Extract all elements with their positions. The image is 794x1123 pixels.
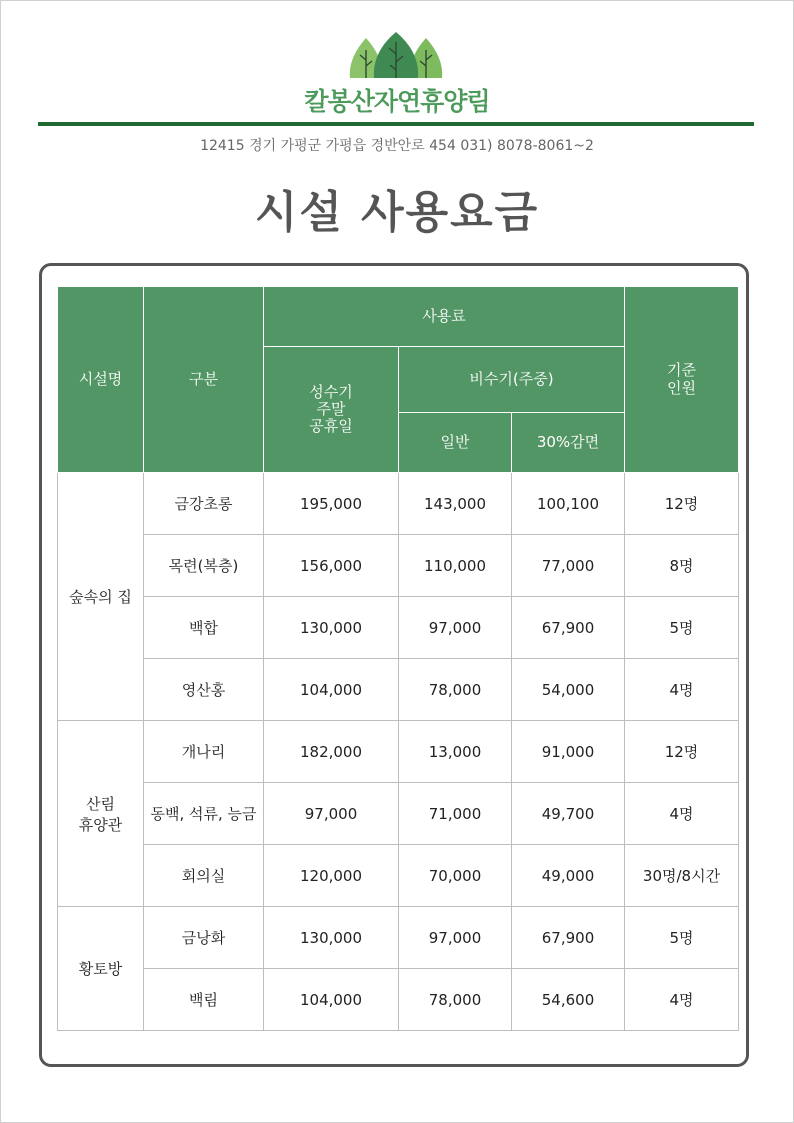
normal-fee-cell: 13,000 [399,721,512,783]
capacity-cell: 4명 [625,659,739,721]
peak-fee-cell: 182,000 [264,721,399,783]
normal-fee-cell: 110,000 [399,535,512,597]
room-name-cell: 금낭화 [144,907,264,969]
room-name-cell: 동백, 석류, 능금 [144,783,264,845]
header-discount: 30%감면 [512,413,625,473]
peak-fee-cell: 104,000 [264,969,399,1031]
brand-name: 칼봉산자연휴양림 [304,87,490,116]
peak-fee-cell: 130,000 [264,907,399,969]
peak-fee-cell: 120,000 [264,845,399,907]
normal-fee-cell: 70,000 [399,845,512,907]
table-row [58,535,739,597]
header-peak-line1: 성수기 [309,382,353,401]
fee-table [57,286,739,1031]
capacity-cell: 5명 [625,907,739,969]
room-name-cell: 백합 [144,597,264,659]
header-peak-line3: 공휴일 [309,417,353,436]
normal-fee-cell: 71,000 [399,783,512,845]
peak-fee-cell: 97,000 [264,783,399,845]
room-name-cell: 목련(복층) [144,535,264,597]
peak-fee-cell: 195,000 [264,473,399,535]
table-row [58,659,739,721]
room-name-cell: 회의실 [144,845,264,907]
capacity-cell: 12명 [625,721,739,783]
discount-fee-cell: 67,900 [512,907,625,969]
header-capacity-line2: 인원 [667,378,696,397]
table-row [58,845,739,907]
normal-fee-cell: 97,000 [399,597,512,659]
table-row [58,721,739,783]
fee-table-body [58,473,739,1031]
facility-name-cell [58,721,144,907]
header-offpeak: 비수기(주중) [399,347,625,413]
normal-fee-cell: 97,000 [399,907,512,969]
discount-fee-cell: 49,000 [512,845,625,907]
header-capacity [625,287,739,473]
header-row-1 [58,287,739,347]
room-name-cell: 금강초롱 [144,473,264,535]
room-name-cell: 영산홍 [144,659,264,721]
facility-name-cell [58,473,144,721]
normal-fee-cell: 143,000 [399,473,512,535]
capacity-cell: 4명 [625,783,739,845]
header-peak [264,347,399,473]
capacity-cell: 4명 [625,969,739,1031]
capacity-cell: 8명 [625,535,739,597]
header-capacity-line1: 기준 [667,361,696,380]
facility-name-line2: 휴양관 [78,815,123,834]
discount-fee-cell: 67,900 [512,597,625,659]
table-row [58,969,739,1031]
discount-fee-cell: 49,700 [512,783,625,845]
capacity-cell: 12명 [625,473,739,535]
table-row [58,473,739,535]
header-divider [38,122,754,126]
header-facility: 시설명 [58,287,144,473]
header-normal: 일반 [399,413,512,473]
table-row [58,783,739,845]
peak-fee-cell: 104,000 [264,659,399,721]
three-trees-logo-icon [346,30,446,82]
header-peak-line2: 주말 [316,399,346,418]
page-title: 시설 사용요금 [254,187,540,238]
peak-fee-cell: 130,000 [264,597,399,659]
discount-fee-cell: 54,600 [512,969,625,1031]
discount-fee-cell: 54,000 [512,659,625,721]
facility-name-line1: 산림 [86,794,115,813]
room-name-cell: 백림 [144,969,264,1031]
facility-name-line1: 숲속의 집 [69,588,132,606]
facility-name-line1: 황토방 [78,960,123,978]
normal-fee-cell: 78,000 [399,659,512,721]
peak-fee-cell: 156,000 [264,535,399,597]
header-fee: 사용료 [264,287,625,347]
normal-fee-cell: 78,000 [399,969,512,1031]
room-name-cell: 개나리 [144,721,264,783]
capacity-cell: 5명 [625,597,739,659]
table-row [58,907,739,969]
discount-fee-cell: 100,100 [512,473,625,535]
discount-fee-cell: 91,000 [512,721,625,783]
facility-name-cell [58,907,144,1031]
table-row [58,597,739,659]
header-category: 구분 [144,287,264,473]
discount-fee-cell: 77,000 [512,535,625,597]
address-line: 12415 경기 가평군 가평읍 경반안로 454 031) 8078-8061~2 [200,138,594,154]
capacity-cell: 30명/8시간 [625,845,739,907]
